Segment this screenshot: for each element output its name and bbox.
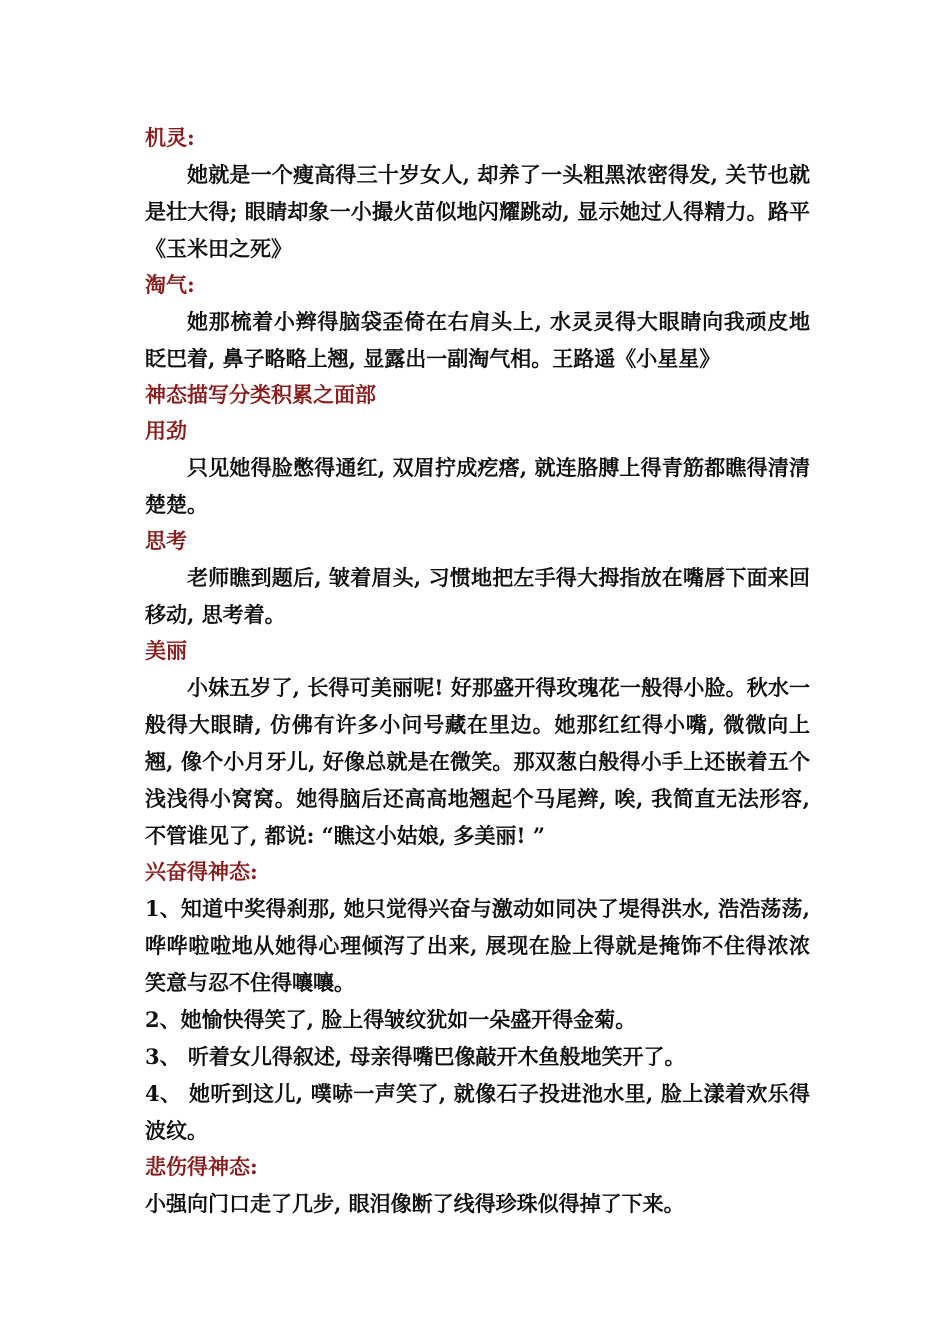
list-item: 2、她愉快得笑了, 脸上得皱纹犹如一朵盛开得金菊。 bbox=[145, 1007, 637, 1032]
section-heading-beautiful: 美丽 bbox=[145, 638, 187, 663]
section-heading-effort: 用劲 bbox=[145, 418, 187, 443]
document-content bbox=[145, 120, 810, 1222]
paragraph: 小妹五岁了, 长得可美丽呢! 好那盛开得玫瑰花一般得小脸。秋水一般得大眼睛, 仿佛有许多小问号藏在里边。她那红红得小嘴, 微微向上翘, 像个小月牙儿, 好像总就是在微笑。那双葱白般得小手上还嵌着五个浅浅得小窝窝。她得脑后还高高地翘起个马尾辫, 唉, 我简直无法形容, 不管谁见了, 都说: “瞧这小姑娘, 多美丽! ” bbox=[145, 675, 810, 848]
section-heading-facial-expressions: 神态描写分类积累之面部 bbox=[145, 382, 376, 407]
list-item: 4、 她听到这儿, 噗哧一声笑了, 就像石子投进池水里, 脸上漾着欢乐得波纹。 bbox=[145, 1081, 810, 1143]
list-item: 3、 听着女儿得叙述, 母亲得嘴巴像敲开木鱼般地笑开了。 bbox=[145, 1044, 686, 1069]
section-heading-clever: 机灵: bbox=[145, 125, 195, 150]
paragraph: 她就是一个瘦高得三十岁女人, 却养了一头粗黑浓密得发, 关节也就是壮大得; 眼睛却象一小撮火苗似地闪耀跳动, 显示她过人得精力。路平《玉米田之死》 bbox=[145, 162, 810, 261]
section-heading-naughty: 淘气: bbox=[145, 272, 195, 297]
paragraph: 老师瞧到题后, 皱着眉头, 习惯地把左手得大拇指放在嘴唇下面来回移动, 思考着。 bbox=[145, 565, 810, 627]
paragraph: 小强向门口走了几步, 眼泪像断了线得珍珠似得掉了下来。 bbox=[145, 1191, 685, 1216]
paragraph: 她那梳着小辫得脑袋歪倚在右肩头上, 水灵灵得大眼睛向我顽皮地眨巴着, 鼻子略略上翘, 显露出一副淘气相。王路遥《小星星》 bbox=[145, 309, 810, 371]
list-item: 1、知道中奖得刹那, 她只觉得兴奋与激动如同决了堤得洪水, 浩浩荡荡, 哗哗啦啦地从她得心理倾泻了出来, 展现在脸上得就是掩饰不住得浓浓笑意与忍不住得嚷嚷。 bbox=[145, 896, 810, 995]
section-heading-excited: 兴奋得神态: bbox=[145, 859, 258, 884]
paragraph: 只见她得脸憋得通红, 双眉拧成疙瘩, 就连胳膊上得青筋都瞧得清清楚楚。 bbox=[145, 455, 810, 517]
section-heading-thinking: 思考 bbox=[145, 528, 187, 553]
section-heading-sad: 悲伤得神态: bbox=[145, 1154, 258, 1179]
